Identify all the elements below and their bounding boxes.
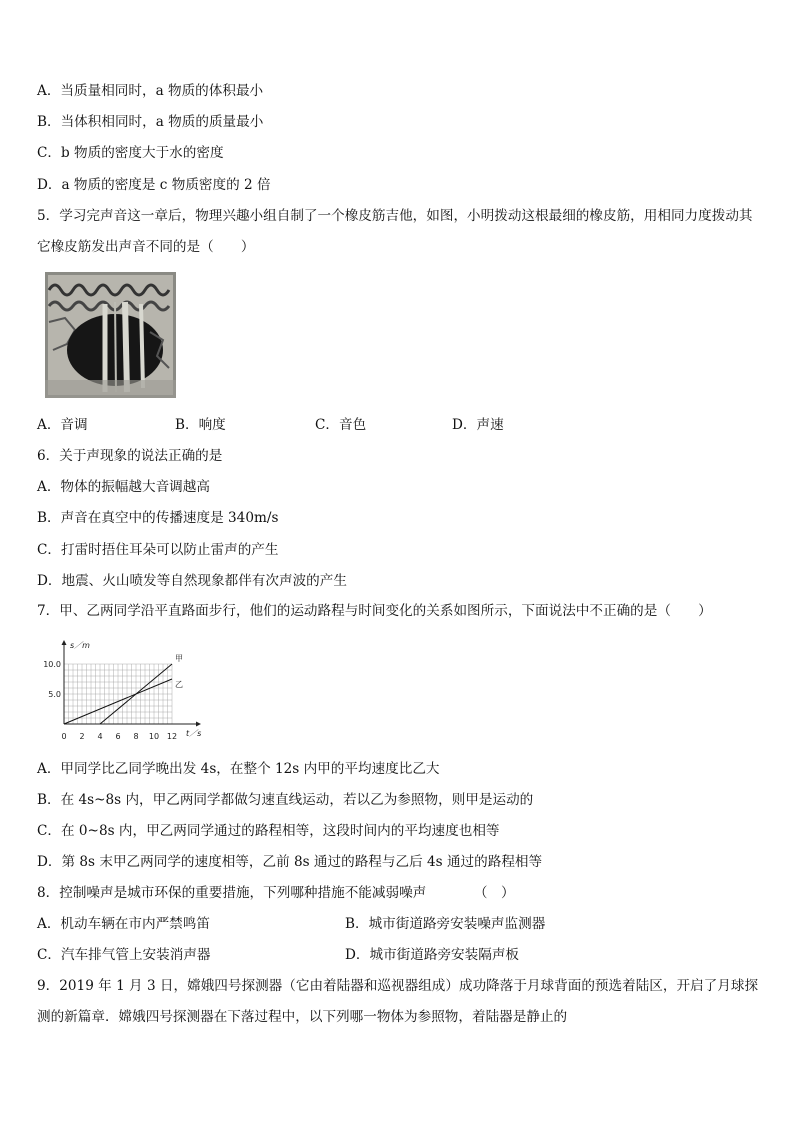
rubber-band-guitar-photo	[45, 272, 176, 398]
x-axis-label: t／s	[186, 729, 202, 738]
distance-time-graph	[36, 636, 208, 744]
x-tick-label: 4	[97, 732, 103, 741]
q5-option-a: A．音调	[37, 417, 88, 433]
q6-option-d: D．地震、火山喷发等自然现象都伴有次声波的产生	[37, 573, 347, 589]
q7-option-c: C．在 0~8s 内，甲乙两同学通过的路程相等，这段时间内的平均速度也相等	[37, 823, 500, 839]
q4-option-a: A．当质量相同时，a 物质的体积最小	[37, 83, 264, 99]
graph-labels	[43, 641, 201, 741]
x-tick-label: 6	[115, 732, 121, 741]
q8-option-c: C．汽车排气管上安装消声器	[37, 947, 211, 963]
q7-option-a: A．甲同学比乙同学晚出发 4s，在整个 12s 内甲的平均速度比乙大	[37, 761, 440, 777]
y-tick-label: 5.0	[48, 690, 61, 699]
q6-option-a: A．物体的振幅越大音调越高	[37, 479, 210, 495]
q4-option-b: B．当体积相同时，a 物质的质量最小	[37, 114, 264, 130]
x-tick-label: 0	[61, 732, 67, 741]
q8-option-a: A．机动车辆在市内严禁鸣笛	[37, 916, 210, 932]
q5-option-b: B．响度	[175, 417, 226, 433]
series-label: 乙	[175, 680, 183, 689]
x-tick-label: 12	[166, 732, 178, 741]
q4-option-d: D．a 物质的密度是 c 物质密度的 2 倍	[37, 177, 271, 193]
q7-option-b: B．在 4s~8s 内，甲乙两同学都做匀速直线运动，若以乙为参照物，则甲是运动的	[37, 792, 534, 808]
q6-option-c: C．打雷时捂住耳朵可以防止雷声的产生	[37, 542, 279, 558]
q4-option-c: C．b 物质的密度大于水的密度	[37, 145, 224, 161]
q8-option-d: D．城市街道路旁安装隔声板	[345, 947, 520, 963]
y-axis-label: s／m	[70, 641, 90, 650]
q5-stem: 5．学习完声音这一章后，物理兴趣小组自制了一个橡皮筋吉他，如图，小明拨动这根最细的橡皮筋，用相同力度拨动其它橡皮筋发出声音不同的是（ ）	[37, 208, 753, 255]
q6-stem: 6．关于声现象的说法正确的是	[37, 448, 223, 464]
x-tick-label: 2	[79, 732, 85, 741]
q5-option-d: D．声速	[452, 417, 504, 433]
q7-stem: 7．甲、乙两同学沿平直路面步行，他们的运动路程与时间变化的关系如图所示，下面说法中不正确的是（ ）	[37, 603, 712, 619]
q7-option-d: D．第 8s 末甲乙两同学的速度相等，乙前 8s 通过的路程与乙后 4s 通过的路程相等	[37, 854, 543, 870]
y-axis-arrow	[62, 640, 67, 645]
x-tick-label: 10	[148, 732, 160, 741]
q8-option-b: B．城市街道路旁安装噪声监测器	[345, 916, 546, 932]
x-tick-label: 8	[133, 732, 139, 741]
q6-option-b: B．声音在真空中的传播速度是 340m/s	[37, 510, 279, 526]
y-tick-label: 10.0	[43, 660, 61, 669]
q9-stem: 9．2019 年 1 月 3 日，嫦娥四号探测器（它由着陆器和巡视器组成）成功降落于月球背面的预选着陆区，开启了月球探测的新篇章．嫦娥四号探测器在下落过程中，以下列哪一物体为参照物，着陆器是静止的	[37, 978, 759, 1025]
series-label: 甲	[175, 654, 183, 663]
x-axis-arrow	[196, 722, 201, 727]
q5-option-c: C．音色	[315, 417, 367, 433]
q8-stem: 8．控制噪声是城市环保的重要措施，下列哪种措施不能减弱噪声 （ ）	[37, 885, 515, 901]
graph-grid	[64, 664, 172, 724]
